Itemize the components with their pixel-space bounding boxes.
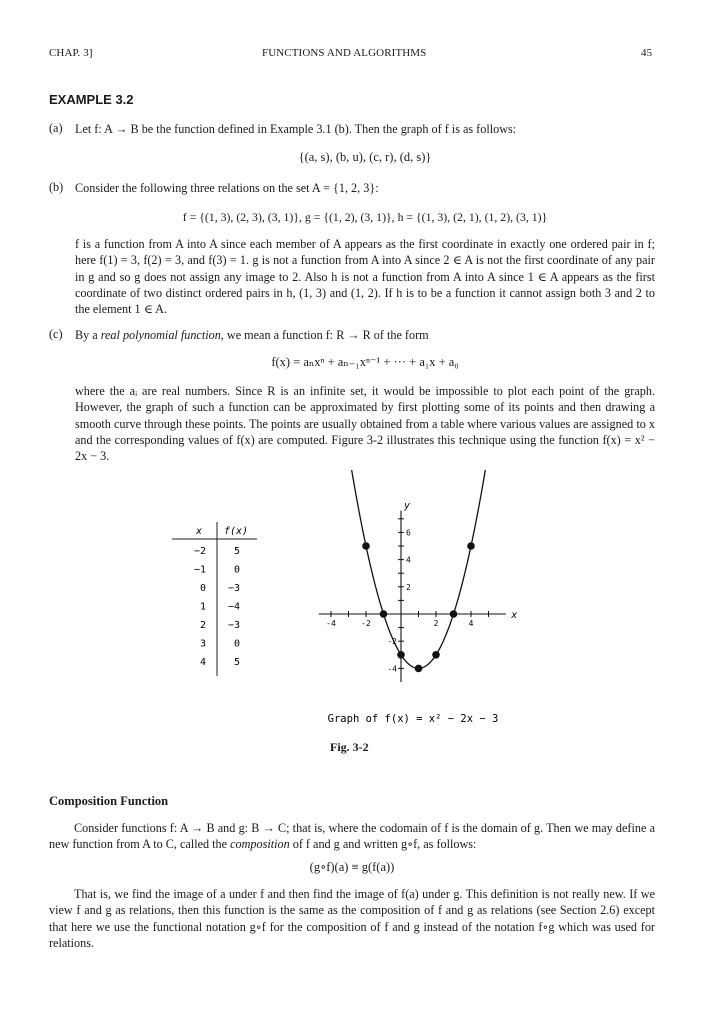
part-c-label: (c) [49,327,63,341]
chapter-header: CHAP. 3] [49,47,93,59]
table-cell-x: −1 [193,564,206,576]
part-c-paragraph: where the aᵢ are real numbers. Since R is an infinite set, it would be impossible to plot each point of the graph. However, the graph of such a function can be approximated by first plotting some of its points and then drawing a smooth curve through these points. The points are usually obtained from a table where various values are assigned to x and the corresponding values of f(x) are computed. Figure 3-2 illustrates this technique using the function f(x) = x² − 2x − 3. [75,384,655,464]
part-b-paragraph: f is a function from A into A since each member of A appears as the first coordinate in exactly one ordered pair in f; here f(1) = 3, f(2) = 3, and f(3) = 1. g is not a function from A into A since 2 ∈ A is not the first coordinate of any pair in g and so g does not assign any image to 2. Also h is not a function from A into A since 1 ∈ A appears as the first coordinate of two distinct ordered pairs in h, (1, 3) and (1, 2). If h is to be a function it cannot assign both 3 and 2 to the element 1 ∈ A. [75,237,655,317]
table-header-fx: f(x) [223,526,249,537]
data-point [415,665,423,673]
example-title: EXAMPLE 3.2 [49,92,134,107]
x-tick-label: -4 [326,619,336,628]
table-cell-x: 0 [199,583,206,594]
y-tick-label: -2 [387,637,397,647]
table-cell-fx: −3 [227,620,240,631]
data-point [362,542,370,550]
table-cell-x: 4 [199,657,206,668]
part-b-formula: f = {(1, 3), (2, 3), (3, 1)}, g = {(1, 2), (3, 1)}, h = {(1, 3), (2, 1), (1, 2), (3, 1)} [182,210,548,224]
table-header-x: x [195,526,202,537]
table-cell-fx: 0 [233,564,240,576]
part-c-text: By a real polynomial function, we mean a function f: R → R of the form [75,328,429,342]
table-cell-fx: −3 [227,583,240,594]
x-tick-label: -2 [361,619,371,628]
y-tick-label: -4 [387,664,397,674]
values-table [172,522,257,676]
data-point [432,651,440,659]
part-a-label: (a) [49,121,63,135]
part-c-formula: f(x) = aₙxⁿ + aₙ₋₁xⁿ⁻¹ + ··· + a₁x + a₀ [271,355,459,369]
table-cell-x: 1 [199,601,206,613]
y-tick-label: 4 [406,555,411,565]
part-a-text: Let f: A → B be the function defined in Example 3.1 (b). Then the graph of f is as follows: [75,122,517,136]
table-cell-fx: 5 [233,546,240,557]
table-cell-x: 3 [199,638,206,650]
part-a-formula: {(a, s), (b, u), (c, r), (d, s)} [298,150,432,164]
function-curve [351,470,486,668]
part-b-label: (b) [49,180,64,194]
figure-caption: Fig. 3-2 [330,740,369,754]
table-cell-fx: 0 [233,638,240,650]
page-number: 45 [641,47,653,59]
x-tick-label: 4 [468,619,474,628]
running-title: FUNCTIONS AND ALGORITHMS [262,47,427,59]
table-cell-fx: −4 [227,601,240,613]
data-point [467,542,475,550]
emphasis-real-polynomial: real polynomial function [100,328,221,342]
y-axis-label: y [404,500,411,512]
section-title: Composition Function [49,794,169,808]
graph-title: Graph of f(x) = x² − 2x − 3 [327,713,499,725]
composition-paragraph-2: That is, we find the image of a under f and then find the image of f(a) under g. This definition is not really new. If we view f and g as relations, then this function is the same as the composition of f and g as relations (see Section 2.6) except that here we use the functional notation g∘f for the composition of f and g instead of the notation f∘g which was used for relations. [49,887,655,950]
composition-paragraph-1: Consider functions f: A → B and g: B → C; that is, where the codomain of f is the domain of g. Then we may define a new function from A to C, called the composition of f and g and written g∘f, as follows: [49,821,655,852]
emphasis-composition: composition [230,837,290,852]
y-tick-label: 6 [406,528,411,538]
data-point [397,651,405,659]
composition-formula: (g∘f)(a) ≡ g(f(a)) [309,860,395,874]
parabola-graph [319,470,518,682]
table-cell-fx: 5 [233,657,240,668]
data-point [380,610,388,618]
x-axis-label: x [511,610,518,621]
table-cell-x: 2 [199,620,206,631]
data-point [450,610,458,618]
table-cell-x: −2 [193,546,206,557]
part-b-text: Consider the following three relations on the set A = {1, 2, 3}: [75,181,379,195]
y-tick-label: 2 [406,582,411,592]
x-tick-label: 2 [433,619,439,628]
figure-3-2 [0,470,703,740]
